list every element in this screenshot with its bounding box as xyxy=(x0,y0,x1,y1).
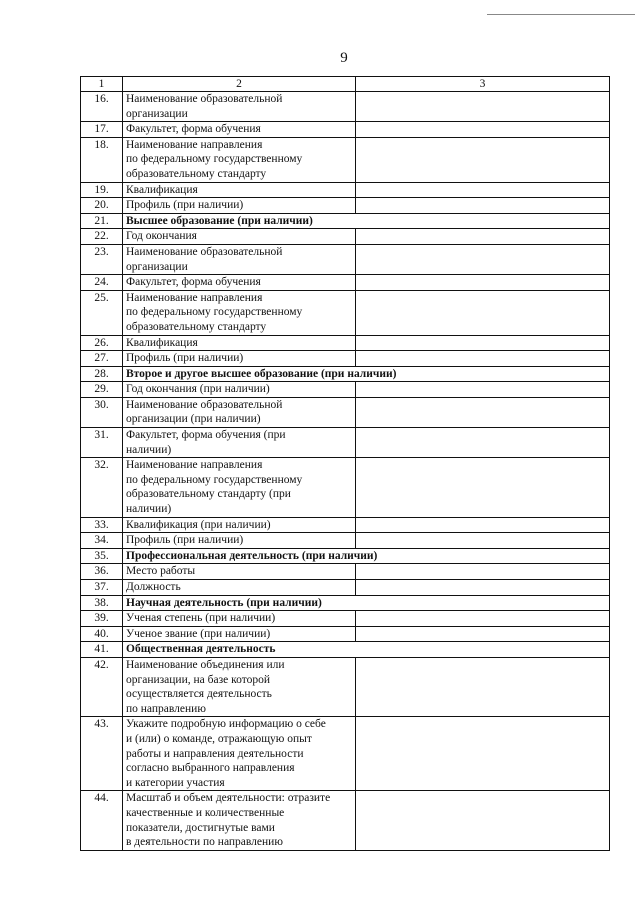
field-label-line: Год окончания (при наличии) xyxy=(126,383,270,396)
questionnaire-table xyxy=(80,76,610,851)
field-label xyxy=(123,275,356,291)
field-label-line: Наименование направления xyxy=(126,291,263,304)
table-row xyxy=(81,182,610,198)
field-value-cell[interactable] xyxy=(356,198,610,214)
field-label-line: и категории участия xyxy=(126,776,225,789)
field-value-cell[interactable] xyxy=(356,122,610,138)
table-row xyxy=(81,335,610,351)
page-number: 9 xyxy=(340,50,348,66)
field-label-line: Укажите подробную информацию о себе xyxy=(126,718,326,731)
field-value-cell[interactable] xyxy=(356,351,610,367)
section-row xyxy=(81,548,610,564)
table-row xyxy=(81,198,610,214)
field-label xyxy=(123,244,356,274)
table-row xyxy=(81,290,610,335)
header-col-1: 1 xyxy=(81,77,123,92)
table-header-row xyxy=(81,77,610,92)
field-label-line: Масштаб и объем деятельности: отразите xyxy=(126,792,331,805)
field-label-line: наличии) xyxy=(126,443,172,456)
field-label xyxy=(123,290,356,335)
field-label-line: Наименование объединения или xyxy=(126,658,285,671)
field-label xyxy=(123,428,356,458)
row-number: 39. xyxy=(81,611,123,627)
row-number: 27. xyxy=(81,351,123,367)
field-label-line: образовательному стандарту xyxy=(126,320,267,333)
section-title xyxy=(123,213,356,229)
row-number: 18. xyxy=(81,137,123,182)
field-label xyxy=(123,717,356,791)
field-value-cell[interactable] xyxy=(356,517,610,533)
row-number: 28. xyxy=(81,366,123,382)
field-label-line: и (или) о команде, отражающую опыт xyxy=(126,732,312,745)
header-col-3: 3 xyxy=(356,77,610,92)
row-number: 29. xyxy=(81,382,123,398)
field-value-cell[interactable] xyxy=(356,335,610,351)
field-label-line: образовательному стандарту xyxy=(126,167,267,180)
table-row xyxy=(81,533,610,549)
row-number: 19. xyxy=(81,182,123,198)
field-label xyxy=(123,458,356,517)
field-label-line: Профессиональная деятельность (при наличии) xyxy=(126,549,378,562)
field-label xyxy=(123,517,356,533)
field-label xyxy=(123,198,356,214)
row-number: 30. xyxy=(81,397,123,427)
header-col-2: 2 xyxy=(123,77,356,92)
field-label xyxy=(123,351,356,367)
field-label-line: Должность xyxy=(126,581,181,593)
row-number: 31. xyxy=(81,428,123,458)
field-label-line: Высшее образование (при наличии) xyxy=(126,214,313,227)
field-label xyxy=(123,611,356,627)
table-row xyxy=(81,382,610,398)
field-value-cell[interactable] xyxy=(356,564,610,580)
field-label xyxy=(123,229,356,245)
row-number: 21. xyxy=(81,213,123,229)
field-label-line: по направлению xyxy=(126,702,206,715)
field-label-line: образовательному стандарту (при xyxy=(126,488,291,501)
field-label-line: организации, на базе которой xyxy=(126,673,270,686)
field-label-line: Общественная деятельность xyxy=(126,643,276,656)
field-label-line: по федеральному государственному xyxy=(126,153,303,166)
field-label-line: Второе и другое высшее образование (при наличии) xyxy=(126,367,397,380)
field-label xyxy=(123,122,356,138)
field-value-cell[interactable] xyxy=(356,382,610,398)
table-row xyxy=(81,397,610,427)
table-row xyxy=(81,717,610,791)
field-label-line: Факультет, форма обучения (при xyxy=(126,429,286,442)
field-label-line: организации (при наличии) xyxy=(126,413,261,426)
section-row xyxy=(81,595,610,611)
table-row xyxy=(81,137,610,182)
field-label-line: в деятельности по направлению xyxy=(126,836,283,849)
field-value-cell[interactable] xyxy=(356,626,610,642)
field-label-line: согласно выбранного направления xyxy=(126,762,295,775)
table-row xyxy=(81,517,610,533)
field-label-line: Квалификация xyxy=(126,183,198,196)
field-label xyxy=(123,564,356,580)
row-number: 34. xyxy=(81,533,123,549)
field-value-cell xyxy=(356,213,610,229)
row-number: 16. xyxy=(81,92,123,122)
field-label xyxy=(123,92,356,122)
field-value-cell[interactable] xyxy=(356,611,610,627)
field-label xyxy=(123,397,356,427)
field-label-line: Наименование образовательной xyxy=(126,245,283,258)
row-number: 26. xyxy=(81,335,123,351)
field-value-cell[interactable] xyxy=(356,428,610,458)
row-number: 25. xyxy=(81,290,123,335)
table-row xyxy=(81,564,610,580)
table-row xyxy=(81,244,610,274)
field-label-line: Квалификация (при наличии) xyxy=(126,518,271,531)
row-number: 38. xyxy=(81,595,123,611)
field-value-cell[interactable] xyxy=(356,397,610,427)
field-value-cell[interactable] xyxy=(356,244,610,274)
field-label xyxy=(123,335,356,351)
row-number: 23. xyxy=(81,244,123,274)
field-label-line: организации xyxy=(126,107,188,120)
table-row xyxy=(81,580,610,596)
field-value-cell[interactable] xyxy=(356,657,610,716)
field-label-line: качественные и количественные xyxy=(126,806,285,819)
field-label-line: Факультет, форма обучения xyxy=(126,123,261,136)
field-label-line: Место работы xyxy=(126,565,196,578)
table-row xyxy=(81,791,610,850)
section-title xyxy=(123,548,378,564)
field-label xyxy=(123,791,356,850)
section-row xyxy=(81,213,610,229)
field-label-line: Наименование направления xyxy=(126,138,263,151)
field-value-cell[interactable] xyxy=(356,533,610,549)
field-label-line: наличии) xyxy=(126,503,172,516)
field-value-cell[interactable] xyxy=(356,275,610,291)
field-value-cell xyxy=(356,548,610,564)
table-row xyxy=(81,275,610,291)
field-label-line: Квалификация xyxy=(126,336,198,349)
field-value-cell[interactable] xyxy=(356,580,610,596)
row-number: 24. xyxy=(81,275,123,291)
table-row xyxy=(81,92,610,122)
table-row xyxy=(81,351,610,367)
row-number: 17. xyxy=(81,122,123,138)
row-number: 22. xyxy=(81,229,123,245)
field-label-line: Профиль (при наличии) xyxy=(126,352,244,365)
field-label xyxy=(123,533,356,549)
field-label xyxy=(123,182,356,198)
field-label xyxy=(123,580,356,596)
table-row xyxy=(81,626,610,642)
field-label xyxy=(123,137,356,182)
row-number: 20. xyxy=(81,198,123,214)
field-label-line: показатели, достигнутые вами xyxy=(126,821,275,834)
field-value-cell xyxy=(356,642,610,658)
field-value-cell[interactable] xyxy=(356,717,610,791)
field-label-line: Профиль (при наличии) xyxy=(126,199,244,212)
table-row xyxy=(81,458,610,517)
field-label-line: по федеральному государственному xyxy=(126,306,303,319)
section-row xyxy=(81,366,610,382)
table-row xyxy=(81,229,610,245)
section-title xyxy=(123,642,356,658)
field-value-cell[interactable] xyxy=(356,182,610,198)
field-label-line: Наименование образовательной xyxy=(126,93,283,105)
row-number: 44. xyxy=(81,791,123,850)
field-value-cell[interactable] xyxy=(356,791,610,850)
field-label-line: Факультет, форма обучения xyxy=(126,276,261,289)
row-number: 41. xyxy=(81,642,123,658)
field-value-cell[interactable] xyxy=(356,290,610,335)
top-rule xyxy=(487,14,635,15)
field-label xyxy=(123,626,356,642)
field-value-cell[interactable] xyxy=(356,92,610,122)
table-row xyxy=(81,428,610,458)
table-row xyxy=(81,611,610,627)
field-label xyxy=(123,657,356,716)
row-number: 36. xyxy=(81,564,123,580)
field-value-cell xyxy=(356,595,610,611)
field-label-line: Год окончания xyxy=(126,230,197,243)
table-row xyxy=(81,657,610,716)
field-value-cell[interactable] xyxy=(356,137,610,182)
field-label-line: Ученая степень (при наличии) xyxy=(126,612,276,625)
section-row xyxy=(81,642,610,658)
table-body xyxy=(81,77,610,851)
field-label-line: Наименование направления xyxy=(126,459,263,472)
table-row xyxy=(81,122,610,138)
field-label-line: организации xyxy=(126,260,188,273)
row-number: 37. xyxy=(81,580,123,596)
section-title xyxy=(123,595,356,611)
section-title xyxy=(123,366,397,382)
row-number: 42. xyxy=(81,657,123,716)
field-label-line: работы и направления деятельности xyxy=(126,747,304,760)
row-number: 35. xyxy=(81,548,123,564)
field-label-line: Профиль (при наличии) xyxy=(126,534,244,547)
field-label-line: Наименование образовательной xyxy=(126,398,283,411)
field-value-cell[interactable] xyxy=(356,458,610,517)
field-label-line: по федеральному государственному xyxy=(126,473,303,486)
row-number: 32. xyxy=(81,458,123,517)
field-label-line: Ученое звание (при наличии) xyxy=(126,627,271,640)
row-number: 43. xyxy=(81,717,123,791)
row-number: 33. xyxy=(81,517,123,533)
row-number: 40. xyxy=(81,626,123,642)
field-label-line: Научная деятельность (при наличии) xyxy=(126,596,322,609)
field-label-line: осуществляется деятельность xyxy=(126,688,272,701)
field-value-cell[interactable] xyxy=(356,229,610,245)
field-label xyxy=(123,382,356,398)
